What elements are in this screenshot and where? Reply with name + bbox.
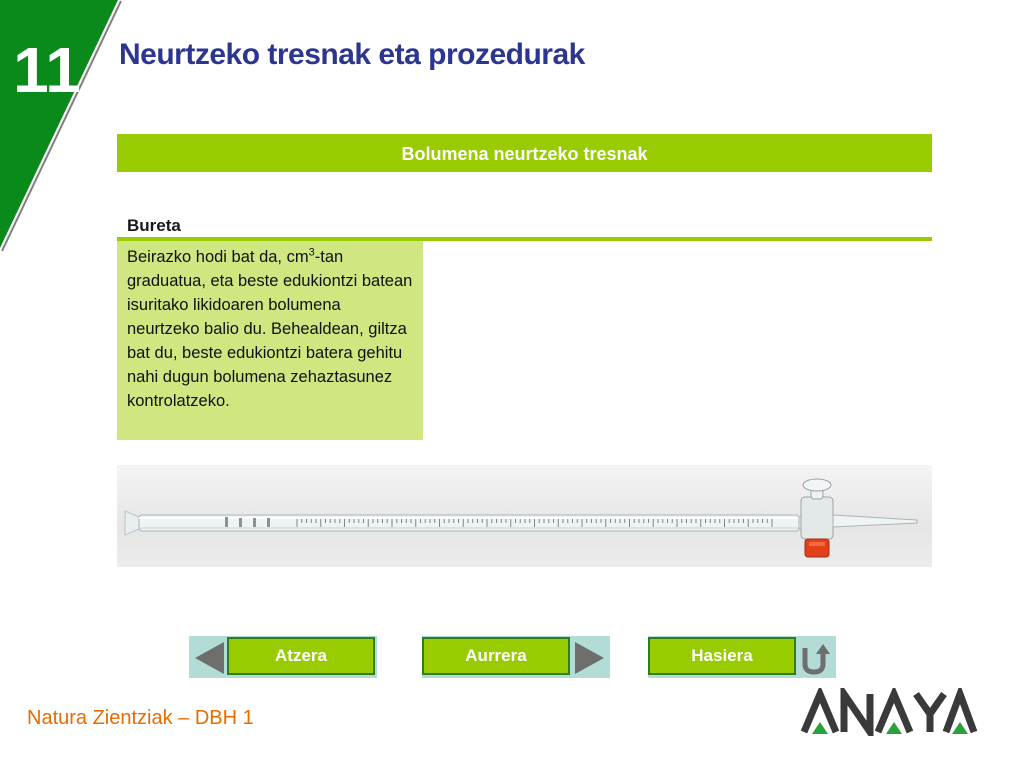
home-button[interactable]: Hasiera — [648, 637, 796, 675]
section-header-bar — [117, 134, 932, 172]
burette-image — [117, 465, 932, 567]
u-turn-arrow-icon[interactable] — [798, 640, 832, 676]
description-text: Beirazko hodi bat da, $cm^3-\tan$ graduatua, eta beste edukiontzi batean isuritako likidoaren bolumena neurtzeko balio du. Behealdean, giltza bat du, beste edukiontzi batera gehitu nahi dugun bolumena zehaztasunez kontrolatzeko. — [127, 246, 413, 410]
triangle-left-icon[interactable] — [192, 640, 226, 676]
anaya-logo — [800, 688, 978, 736]
back-button[interactable]: Atzera — [227, 637, 375, 675]
description-box — [117, 241, 423, 440]
instrument-name: Bureta — [127, 216, 181, 235]
page-title: Neurtzeko tresnak eta prozedurak — [119, 38, 585, 71]
triangle-right-icon[interactable] — [572, 640, 606, 676]
burette-photo — [117, 465, 932, 567]
section-title: Bolumena neurtzeko tresnak — [401, 144, 648, 164]
forward-button[interactable]: Aurrera — [422, 637, 570, 675]
footer-course-label: Natura Zientziak – DBH 1 — [27, 707, 254, 729]
chapter-number: 11 — [13, 34, 81, 106]
